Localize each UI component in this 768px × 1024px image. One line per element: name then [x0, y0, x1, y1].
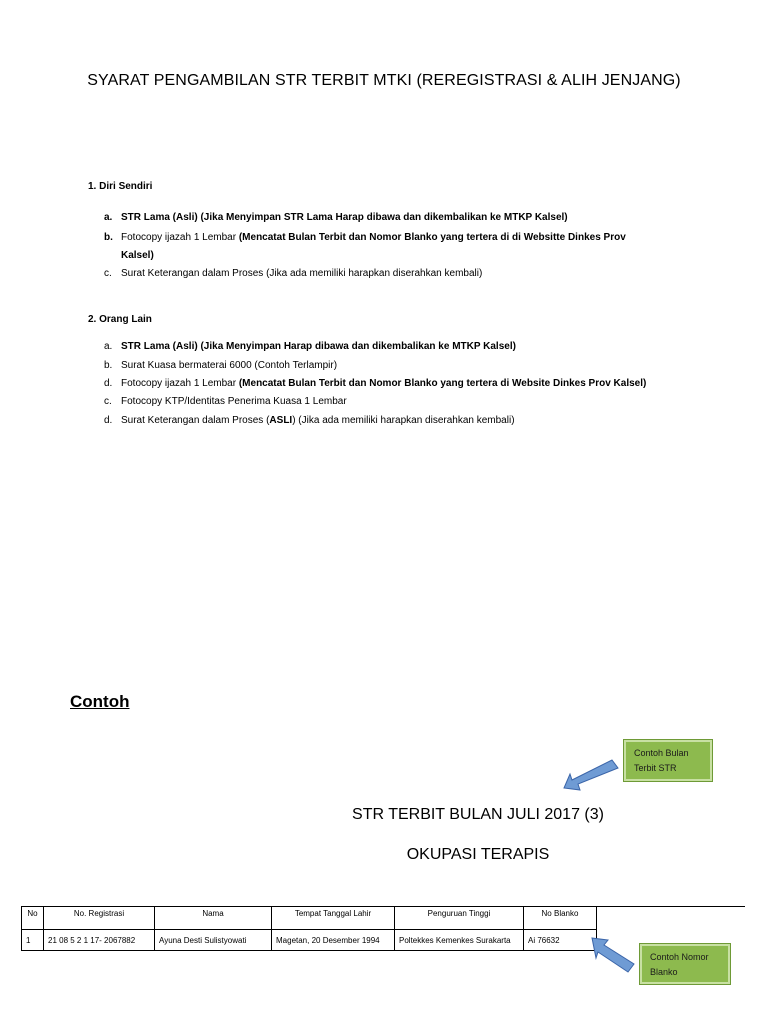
list-item — [104, 268, 482, 279]
list-text: Surat Keterangan dalam Proses (Jika ada memiliki harapkan diserahkan kembali) — [121, 268, 483, 279]
table-header-row — [22, 907, 746, 930]
table-cell: Ai 76632 — [524, 930, 597, 951]
table-header-cell: No — [22, 907, 44, 930]
callout-line: Contoh Bulan — [634, 748, 689, 758]
table-header-cell: Penguruan Tinggi — [395, 907, 524, 930]
list-text: ) (Jika ada memiliki harapkan diserahkan kembali) — [292, 415, 515, 426]
list-text-bold: (Mencatat Bulan Terbit dan Nomor Blanko yang tertera di Website Dinkes Prov Kalsel) — [238, 378, 647, 389]
list-text: Surat Kuasa bermaterai 6000 (Contoh Terlampir) — [121, 360, 338, 371]
table-header-cell: No. Registrasi — [44, 907, 155, 930]
section-heading-orang-lain: 2. Orang Lain — [88, 314, 152, 325]
okupasi-heading: OKUPASI TERAPIS — [406, 846, 550, 863]
list-text-bold: ASLI — [269, 415, 293, 426]
list-letter: b. — [104, 232, 113, 243]
list-letter: c. — [104, 396, 112, 407]
table-cell: Ayuna Desti Sulistyowati — [155, 930, 272, 951]
table-extra-cell — [597, 907, 746, 930]
section-heading-diri-sendiri: 1. Diri Sendiri — [88, 181, 153, 192]
arrow-up-left-icon — [586, 932, 638, 976]
list-letter: a. — [104, 341, 113, 352]
callout-line: Terbit STR — [634, 763, 677, 773]
list-item — [104, 232, 626, 243]
list-text-continuation: Kalsel) — [121, 250, 154, 261]
table-cell: Magetan, 20 Desember 1994 — [272, 930, 395, 951]
table-cell: Poltekkes Kemenkes Surakarta — [395, 930, 524, 951]
list-text: Fotocopy ijazah 1 Lembar — [121, 232, 239, 243]
list-item — [104, 212, 568, 223]
list-item — [104, 396, 347, 407]
list-item — [104, 415, 515, 426]
table-cell: 1 — [22, 930, 44, 951]
callout-line: Blanko — [650, 967, 678, 977]
list-letter: c. — [104, 268, 112, 279]
callout-contoh-nomor — [640, 944, 730, 984]
callout-contoh-bulan — [624, 740, 712, 781]
list-text: Fotocopy ijazah 1 Lembar — [121, 378, 239, 389]
table-header-cell: No Blanko — [524, 907, 597, 930]
list-text: STR Lama (Asli) (Jika Menyimpan Harap dibawa dan dikembalikan ke MTKP Kalsel) — [121, 341, 516, 352]
list-text-bold: (Mencatat Bulan Terbit dan Nomor Blanko yang tertera di di Websitte Dinkes Prov — [238, 232, 626, 243]
list-letter: d. — [104, 378, 113, 389]
list-item — [104, 341, 516, 352]
table-header-cell: Tempat Tanggal Lahir — [272, 907, 395, 930]
list-letter: d. — [104, 415, 113, 426]
list-text: STR Lama (Asli) (Jika Menyimpan STR Lama Harap dibawa dan dikembalikan ke MTKP Kalsel) — [121, 212, 568, 223]
arrow-down-left-icon — [556, 754, 620, 794]
list-letter: a. — [104, 212, 113, 223]
str-heading: STR TERBIT BULAN JULI 2017 (3) — [352, 806, 604, 823]
list-letter: b. — [104, 360, 113, 371]
list-text: Fotocopy KTP/Identitas Penerima Kuasa 1 Lembar — [121, 396, 347, 407]
contoh-heading: Contoh — [70, 692, 130, 711]
table-header-cell: Nama — [155, 907, 272, 930]
callout-line: Contoh Nomor — [650, 952, 709, 962]
table-cell: 21 08 5 2 1 17- 2067882 — [44, 930, 155, 951]
page-title: SYARAT PENGAMBILAN STR TERBIT MTKI (REREGISTRASI & ALIH JENJANG) — [87, 72, 681, 89]
list-item — [104, 378, 646, 389]
list-item — [104, 360, 337, 371]
list-text: Surat Keterangan dalam Proses ( — [121, 415, 270, 426]
